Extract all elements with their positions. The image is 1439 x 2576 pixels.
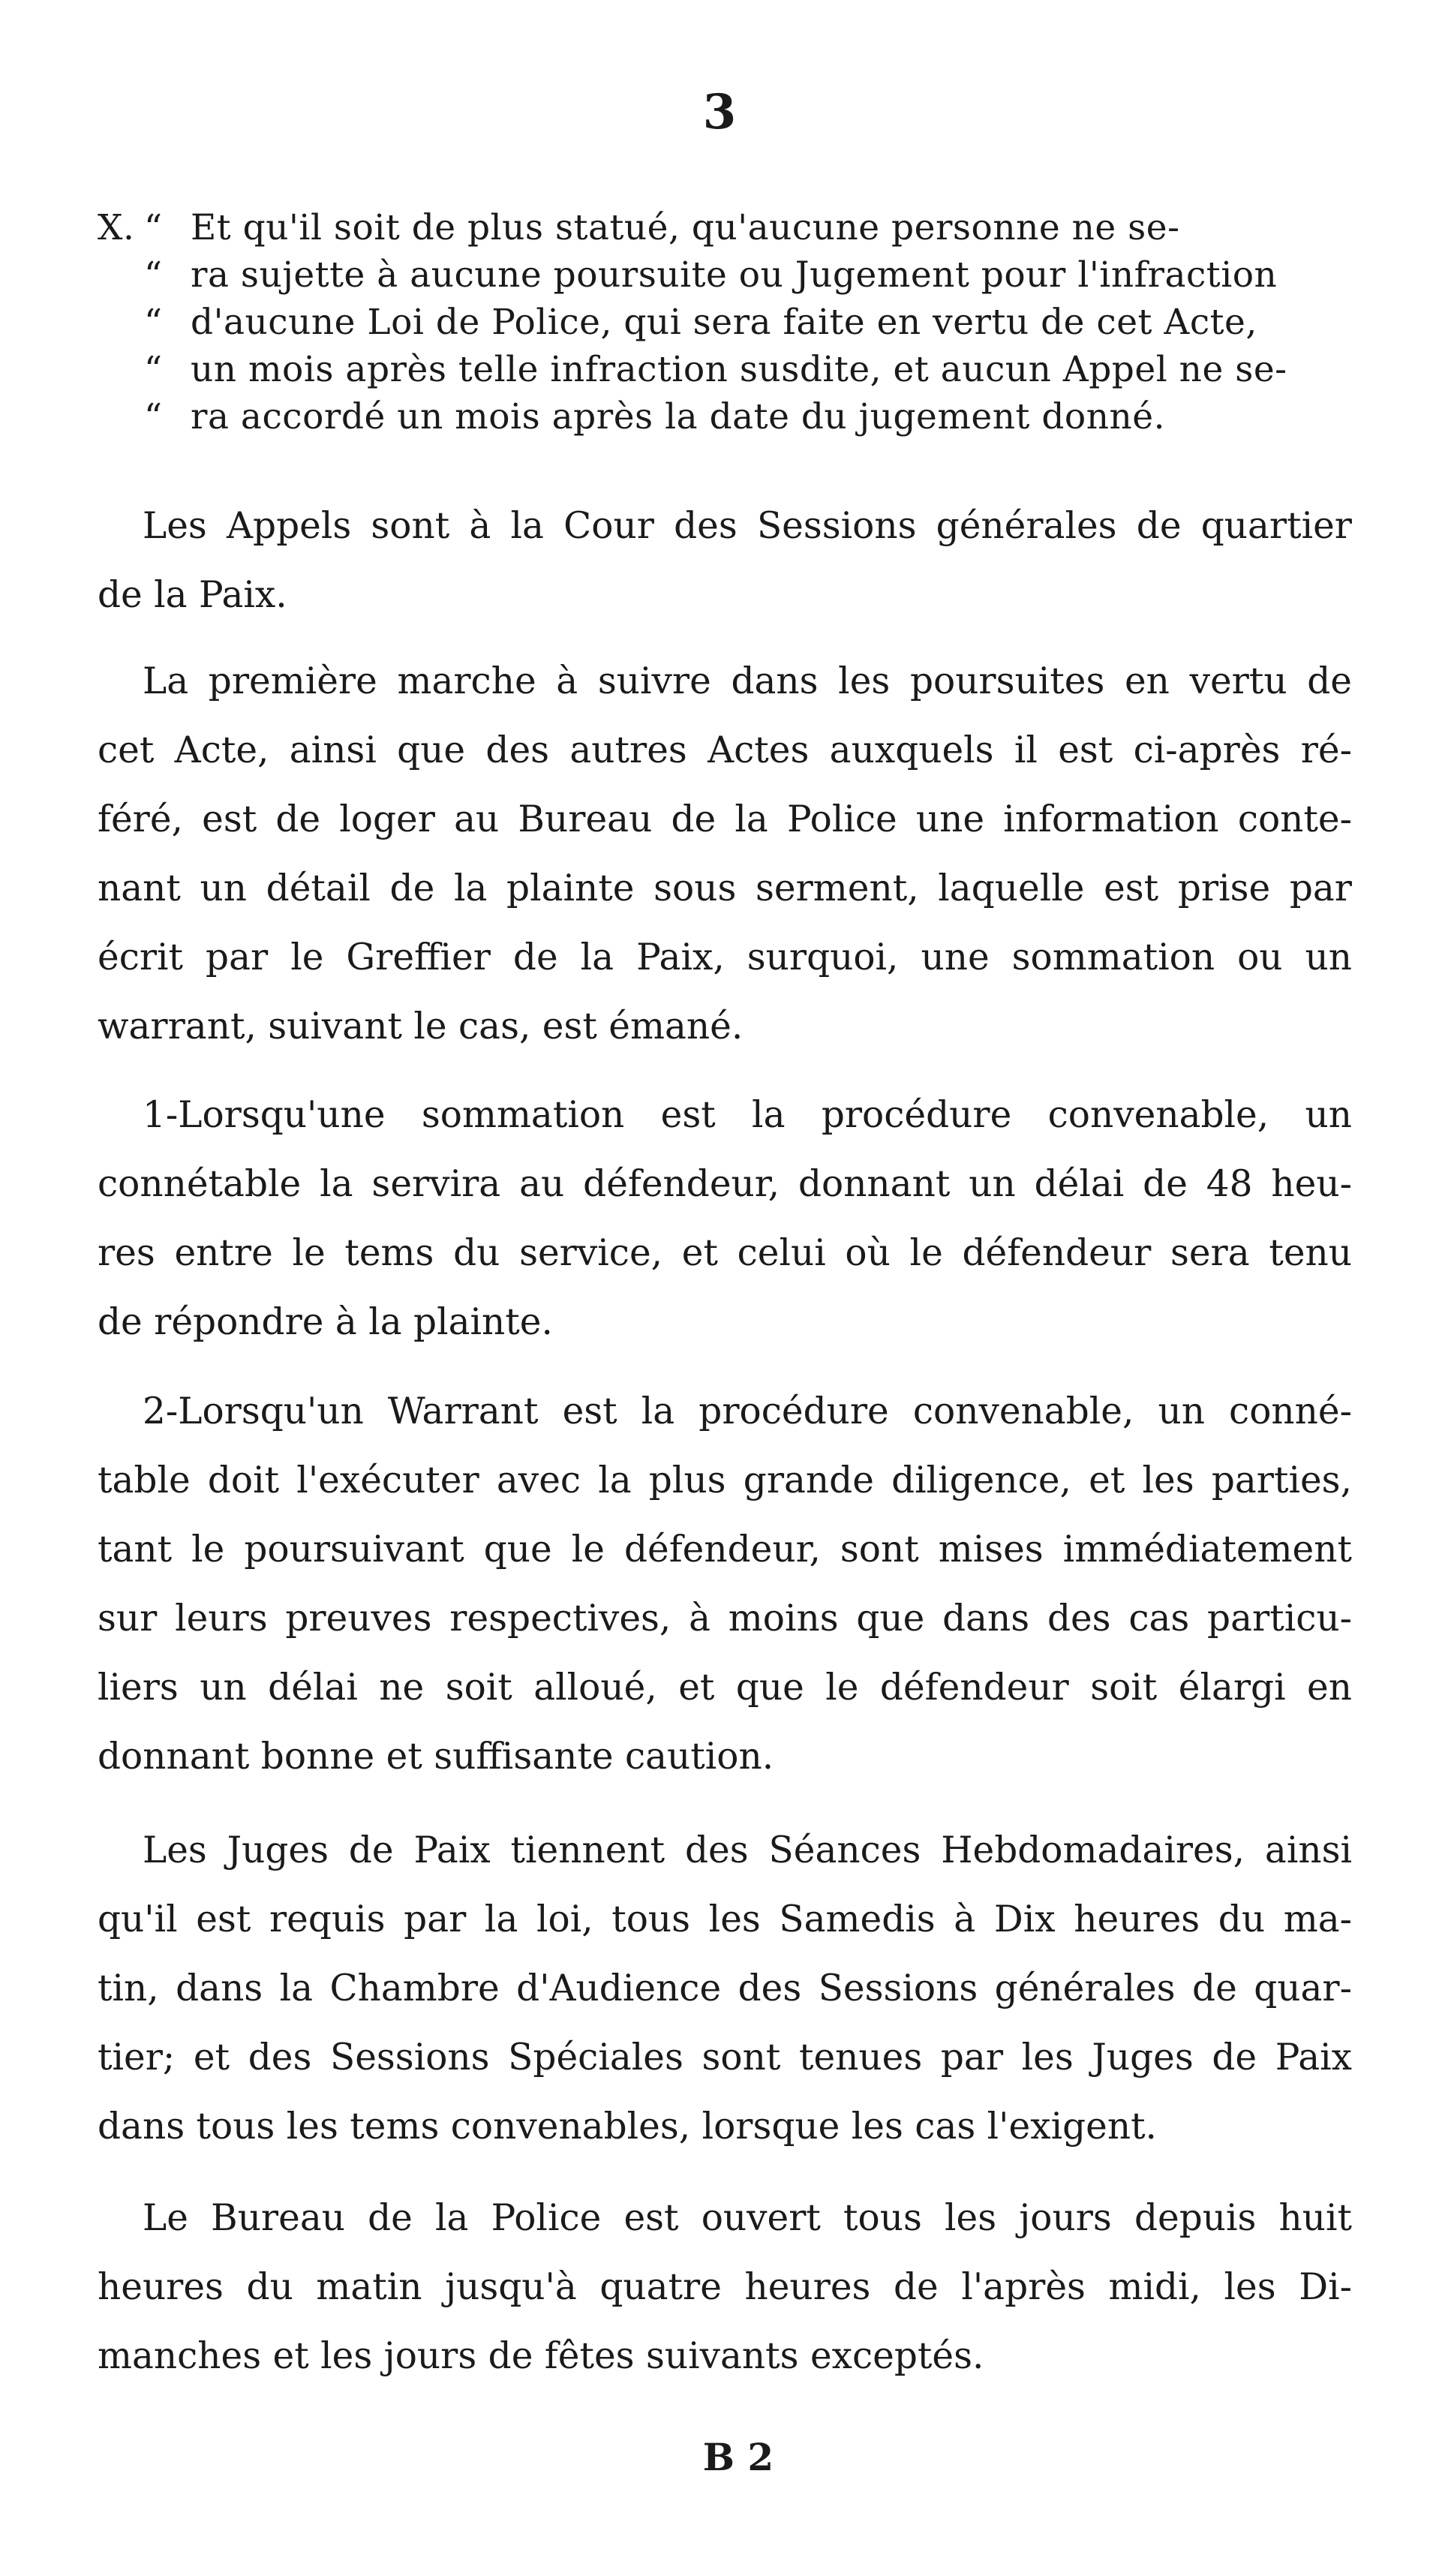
paragraph-line: tant le poursuivant que le défendeur, sont mises immédiatement	[98, 1528, 1352, 1571]
section-mark: X.	[98, 207, 135, 248]
paragraph-line: donnant bonne et suffisante caution.	[98, 1736, 774, 1778]
paragraph-appeals	[98, 491, 1352, 630]
paragraph-office-hours	[98, 2184, 1352, 2391]
page-number: 3	[702, 84, 737, 140]
paragraph-line: warrant, suivant le cas, est émané.	[98, 1005, 744, 1048]
paragraph-line: sur leurs preuves respectives, à moins que dans des cas particu-	[98, 1598, 1352, 1640]
quote-line	[98, 251, 1373, 299]
paragraph-line: dans tous les tems convenables, lorsque les cas l'exigent.	[98, 2106, 1157, 2148]
paragraph-line: tin, dans la Chambre d'Audience des Sessions générales de quar-	[98, 1967, 1352, 2009]
paragraph-line: Les Juges de Paix tiennent des Séances Hebdomadaires, ainsi	[143, 1829, 1352, 1871]
quote-line	[98, 393, 1373, 440]
quote-mark: “	[144, 349, 163, 390]
quote-text: d'aucune Loi de Police, qui sera faite en vertu de cet Acte,	[191, 302, 1257, 343]
quote-line	[98, 346, 1373, 393]
paragraph-summons	[98, 1081, 1352, 1357]
printer-signature-mark: B 2	[702, 2435, 774, 2479]
paragraph-line: féré, est de loger au Bureau de la Police une information conte-	[98, 798, 1352, 840]
paragraph-line: de répondre à la plainte.	[98, 1301, 553, 1343]
quote-text: Et qu'il soit de plus statué, qu'aucune personne ne se-	[191, 207, 1180, 248]
quote-line	[98, 299, 1373, 346]
paragraph-line: La première marche à suivre dans les poursuites en vertu de	[143, 660, 1352, 702]
paragraph-line: tier; et des Sessions Spéciales sont tenues par les Juges de Paix	[98, 2036, 1352, 2079]
paragraph-procedure	[98, 647, 1352, 1061]
paragraph-line: qu'il est requis par la loi, tous les Samedis à Dix heures du ma-	[98, 1898, 1352, 1940]
paragraph-line: Les Appels sont à la Cour des Sessions générales de quartier	[143, 505, 1352, 547]
paragraph-line: cet Acte, ainsi que des autres Actes auxquels il est ci-après ré-	[98, 729, 1352, 771]
quote-mark: “	[144, 302, 163, 343]
quote-mark: “	[144, 396, 163, 437]
quote-line	[98, 204, 1373, 251]
paragraph-warrant	[98, 1377, 1352, 1791]
quote-text: un mois après telle infraction susdite, et aucun Appel ne se-	[191, 349, 1287, 390]
paragraph-line: liers un délai ne soit alloué, et que le défendeur soit élargi en	[98, 1667, 1352, 1709]
paragraph-line: table doit l'exécuter avec la plus grande diligence, et les parties,	[98, 1459, 1352, 1501]
paragraph-line: 2-Lorsqu'un Warrant est la procédure convenable, un conné-	[143, 1390, 1352, 1432]
quote-mark: “	[144, 207, 163, 248]
paragraph-line: écrit par le Greffier de la Paix, surquoi, une sommation ou un	[98, 936, 1352, 978]
quote-text: ra sujette à aucune poursuite ou Jugement pour l'infraction	[191, 254, 1278, 296]
paragraph-line: connétable la servira au défendeur, donnant un délai de 48 heu-	[98, 1163, 1352, 1205]
quote-text: ra accordé un mois après la date du jugement donné.	[191, 396, 1166, 437]
paragraph-line: manches et les jours de fêtes suivants exceptés.	[98, 2335, 984, 2377]
paragraph-line: heures du matin jusqu'à quatre heures de l'après midi, les Di-	[98, 2266, 1352, 2308]
paragraph-line: Le Bureau de la Police est ouvert tous les jours depuis huit	[143, 2197, 1352, 2239]
paragraph-line: de la Paix.	[98, 574, 287, 616]
quoted-statute-block	[98, 204, 1373, 440]
paragraph-line: nant un détail de la plainte sous serment, laquelle est prise par	[98, 867, 1352, 909]
quote-mark: “	[144, 254, 163, 296]
paragraph-sessions	[98, 1816, 1352, 2161]
paragraph-line: res entre le tems du service, et celui où le défendeur sera tenu	[98, 1232, 1352, 1274]
paragraph-line: 1-Lorsqu'une sommation est la procédure convenable, un	[143, 1094, 1352, 1136]
